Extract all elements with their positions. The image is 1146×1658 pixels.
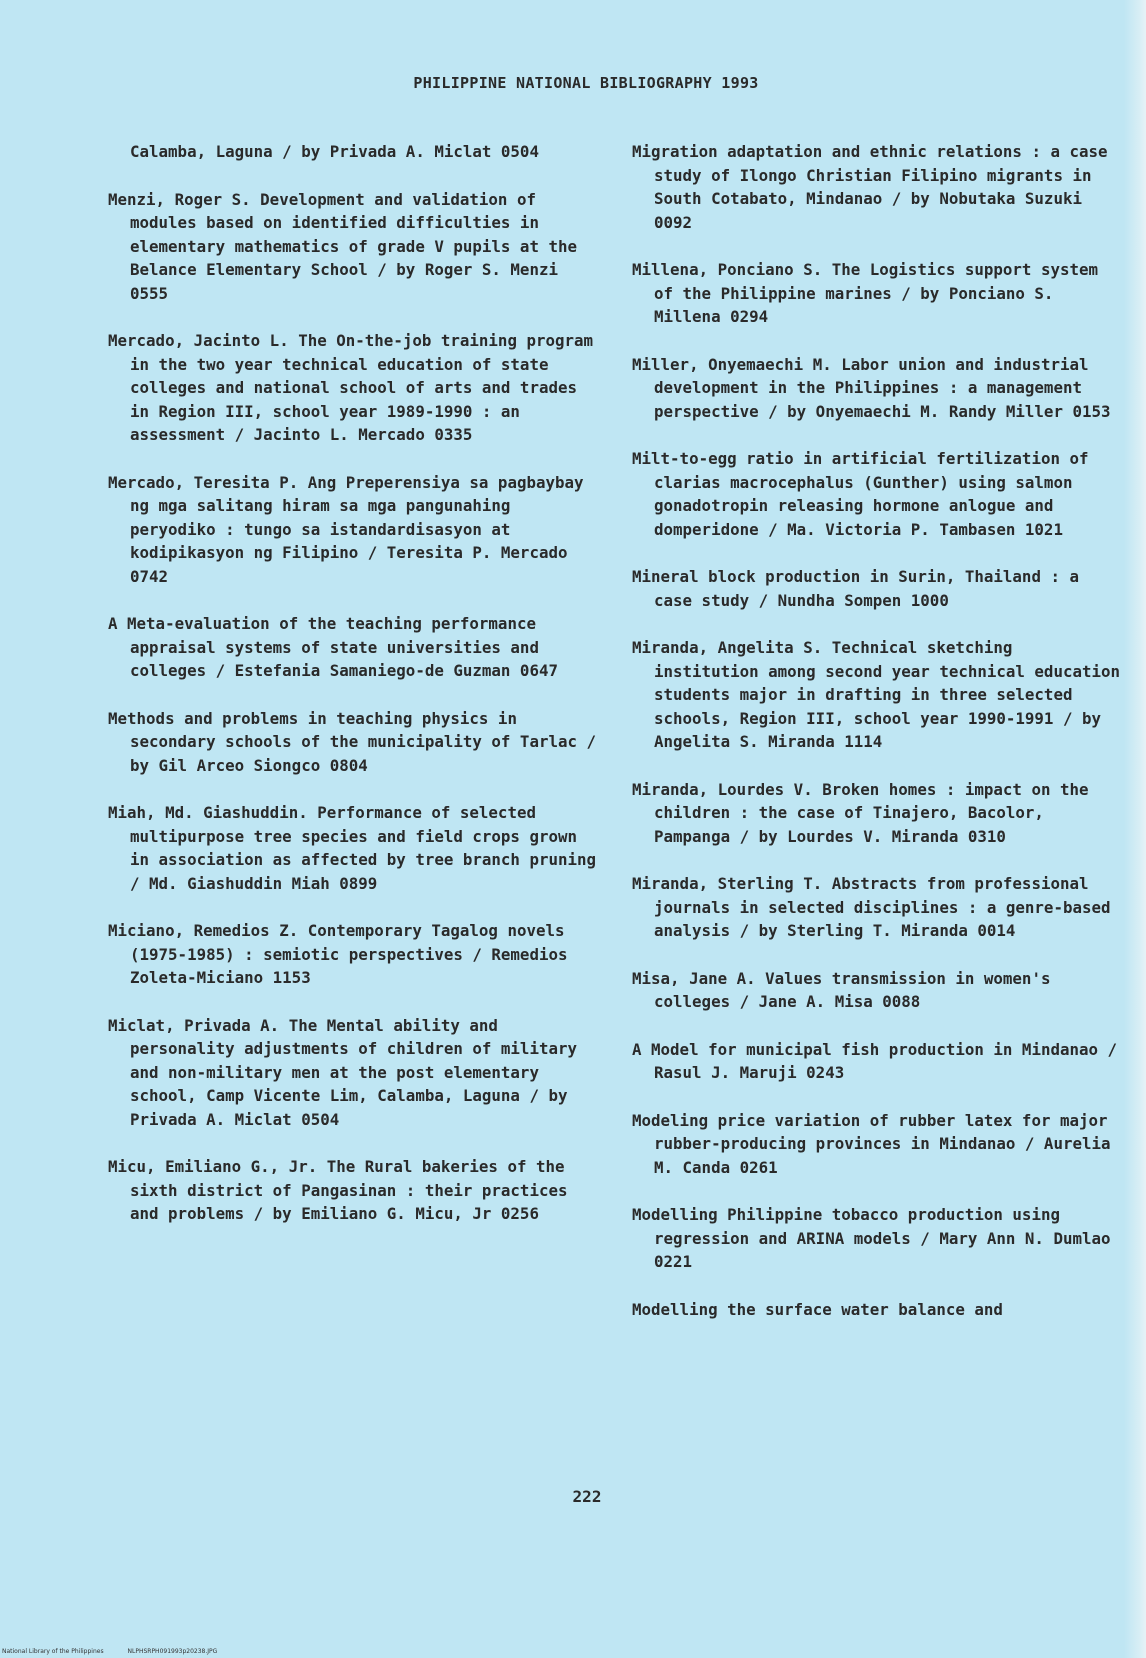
bibliography-entry: Modelling the surface water balance and [632, 1299, 1003, 1319]
bibliography-entry: Miclat, Privada A. The Mental ability and personality adjustments of children of military and non-military men at the post elementary school, Camp Vicente Lim, Calamba, Laguna / by Privada A. Miclat 0504 [108, 1015, 577, 1129]
bibliography-entry: Miller, Onyemaechi M. Labor union and industrial development in the Philippines : a management perspective / by Onyemaechi M. Randy Miller 0153 [632, 354, 1111, 421]
library-credit: National Library of the Philippines [2, 1648, 104, 1655]
right-column [632, 140, 1122, 1345]
file-name: NLPHSRPH091993p20238.JPG [127, 1648, 218, 1655]
bibliography-entry: A Meta-evaluation of the teaching performance appraisal systems of state universities and colleges / Estefania Samaniego-de Guzman 0647 [108, 614, 558, 680]
bibliography-entry: Modelling Philippine tobacco production using regression and ARINA models / Mary Ann N. Dumlao 0221 [632, 1205, 1111, 1271]
page-number: 222 [572, 1487, 602, 1506]
bibliography-entry: Mineral block production in Surin, Thailand : a case study / Nundha Sompen 1000 [632, 567, 1079, 610]
bibliography-entry: Micu, Emiliano G., Jr. The Rural bakeries of the sixth district of Pangasinan : their practices and problems / by Emiliano G. Micu, Jr 0256 [108, 1157, 568, 1223]
bibliography-entry: Miciano, Remedios Z. Contemporary Tagalog novels (1975-1985) : semiotic perspectives / Remedios Zoleta-Miciano 1153 [108, 921, 568, 987]
bibliography-entry: Miah, Md. Giashuddin. Performance of selected multipurpose tree species and field crops grown in association as affected by tree branch pruning / Md. Giashuddin Miah 0899 [108, 803, 597, 893]
bibliography-entry: A Model for municipal fish production in Mindanao / Rasul J. Maruji 0243 [632, 1039, 1118, 1082]
bibliography-entry: Millena, Ponciano S. The Logistics support system of the Philippine marines / by Ponciano S. Millena 0294 [632, 260, 1099, 326]
bibliography-entry: Miranda, Angelita S. Technical sketching institution among second year technical education students major in drafting in three selected schools, Region III, school year 1990-1991 / by Angelita S. Miranda 1114 [632, 638, 1121, 751]
bibliography-entry: Mercado, Teresita P. Ang Preperensiya sa pagbaybay ng mga salitang hiram sa mga pangunahing peryodiko : tungo sa istandardisasyon at kodipikasyon ng Filipino / Teresita P. Mercado 0742 [108, 472, 584, 586]
bibliography-entry: Milt-to-egg ratio in artificial fertilization of clarias macrocephalus (Gunther) using salmon gonadotropin releasing hormone anlogue and domperidone / Ma. Victoria P. Tambasen 1021 [632, 449, 1089, 539]
bibliography-entry: Calamba, Laguna / by Privada A. Miclat 0504 [130, 142, 539, 161]
left-column [108, 140, 600, 1250]
bibliography-entry: Migration adaptation and ethnic relations : a case study of Ilongo Christian Filipino migrants in South Cotabato, Mindanao / by Nobutaka Suzuki 0092 [632, 142, 1108, 232]
bibliography-entry: Methods and problems in teaching physics in secondary schools of the municipality of Tarlac / by Gil Arceo Siongco 0804 [108, 708, 597, 775]
bibliography-entry: Menzi, Roger S. Development and validation of modules based on identified difficulties in elementary mathematics of grade V pupils at the Belance Elementary School / by Roger S. Menzi 0555 [108, 189, 577, 303]
running-title: PHILIPPINE NATIONAL BIBLIOGRAPHY 1993 [413, 74, 759, 92]
scan-footer [2, 1648, 239, 1656]
bibliography-entry: Mercado, Jacinto L. The On-the-job training program in the two year technical education of state colleges and national school of arts and trades in Region III, school year 1989-1990 : an assessment / Jacinto L. Mercado 0335 [108, 331, 594, 444]
bibliography-entry: Modeling price variation of rubber latex for major rubber-producing provinces in Mindanao / Aurelia M. Canda 0261 [632, 1110, 1111, 1177]
bibliography-entry: Misa, Jane A. Values transmission in women's colleges / Jane A. Misa 0088 [632, 968, 1051, 1011]
page-edge-shadow [1124, 0, 1146, 1658]
bibliography-entry: Miranda, Lourdes V. Broken homes : impact on the children : the case of Tinajero, Bacolor, Pampanga / by Lourdes V. Miranda 0310 [632, 779, 1089, 846]
bibliography-entry: Miranda, Sterling T. Abstracts from professional journals in selected disciplines : a genre-based analysis / by Sterling T. Miranda 0014 [632, 874, 1111, 940]
